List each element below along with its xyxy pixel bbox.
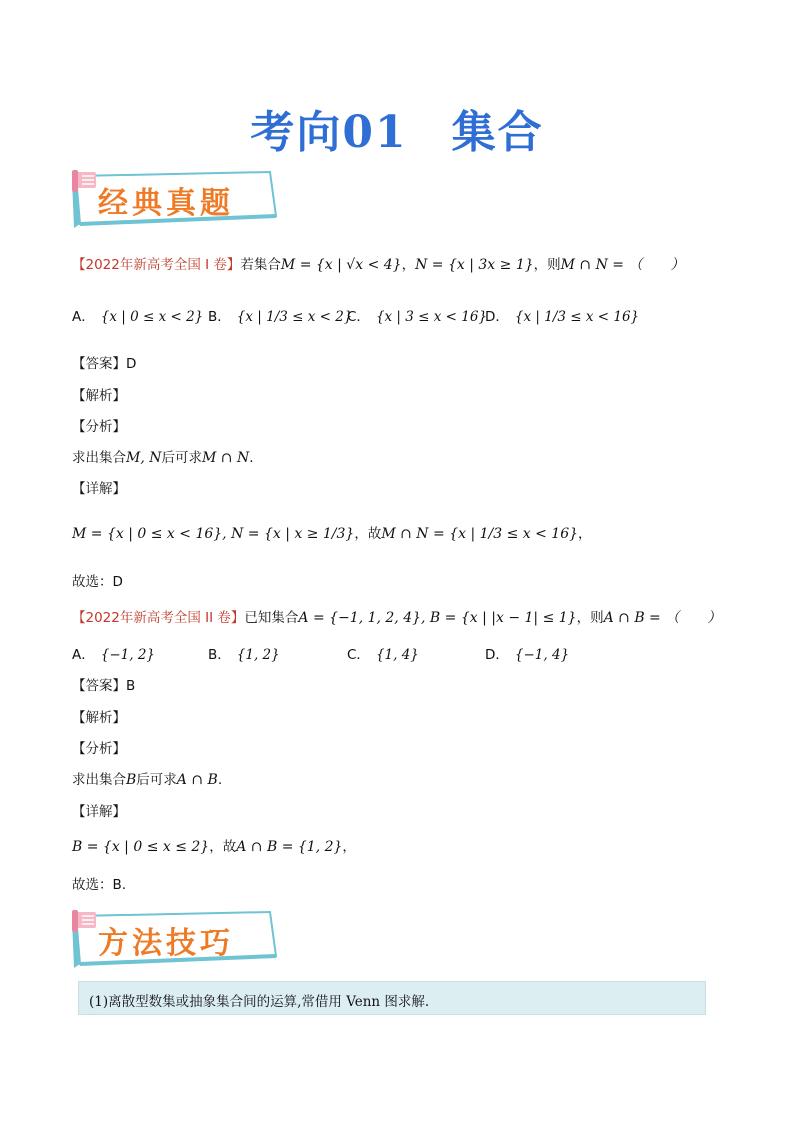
banner-method: [70, 908, 284, 972]
paper-clip-icon: [70, 168, 100, 194]
q1-option-b: B． {x | 1/3 ≤ x < 2}: [208, 309, 353, 325]
banner-classic-label: 经典真题: [98, 186, 234, 221]
q2-option-d: D． {−1, 4}: [485, 647, 570, 663]
q2-answer: 【答案】B: [72, 678, 136, 694]
q1-choose: 故选：D: [72, 574, 123, 590]
q1-answer: 【答案】D: [72, 356, 137, 372]
q2-fenxi-label: 【分析】: [72, 741, 126, 757]
q2-fenxi: 求出集合B后可求A ∩ B.: [72, 772, 223, 788]
q1-fenxi: 求出集合M, N后可求M ∩ N.: [72, 450, 254, 466]
q1-detail-label: 【详解】: [72, 481, 126, 497]
q1-option-c: C． {x | 3 ≤ x < 16}: [347, 309, 488, 325]
banner-classic: [70, 168, 284, 232]
q1-analysis-label: 【解析】: [72, 388, 126, 404]
tip-box: [78, 981, 706, 1015]
q2-detail-label: 【详解】: [72, 804, 126, 820]
q2-analysis-label: 【解析】: [72, 710, 126, 726]
q1-fenxi-label: 【分析】: [72, 419, 126, 435]
q1-source: 【2022年新高考全国 I 卷】: [72, 257, 241, 273]
tip-text: (1)离散型数集或抽象集合间的运算,常借用 Venn 图求解.: [89, 994, 430, 1010]
paper-clip-icon: [70, 908, 100, 934]
title-part1: 考向01: [250, 107, 408, 158]
q1-option-d: D． {x | 1/3 ≤ x < 16}: [485, 309, 640, 325]
q2-choose: 故选：B.: [72, 877, 127, 893]
page-title: [0, 96, 794, 160]
q2-stem: 【2022年新高考全国 II 卷】已知集合A = {−1, 1, 2, 4}, B = {x | |x − 1| ≤ 1}，则A ∩ B = （ ）: [72, 610, 722, 626]
q2-option-a: A． {−1, 2}: [72, 647, 156, 663]
banner-method-label: 方法技巧: [98, 926, 234, 961]
q1-stem: 【2022年新高考全国 I 卷】若集合M = {x | √x < 4}，N = {x | 3x ≥ 1}，则M ∩ N = （ ）: [72, 257, 685, 273]
q2-detail: B = {x | 0 ≤ x ≤ 2}，故A ∩ B = {1, 2}，: [72, 839, 356, 855]
q2-option-c: C． {1, 4}: [347, 647, 419, 663]
q2-option-b: B． {1, 2}: [208, 647, 280, 663]
q1-option-a: A． {x | 0 ≤ x < 2}: [72, 309, 204, 325]
title-part2: 集合: [451, 107, 544, 158]
q1-detail: M = {x | 0 ≤ x < 16}, N = {x | x ≥ 1/3}，故M ∩ N = {x | 1/3 ≤ x < 16}，: [72, 526, 592, 542]
q2-source: 【2022年新高考全国 II 卷】: [72, 610, 245, 626]
